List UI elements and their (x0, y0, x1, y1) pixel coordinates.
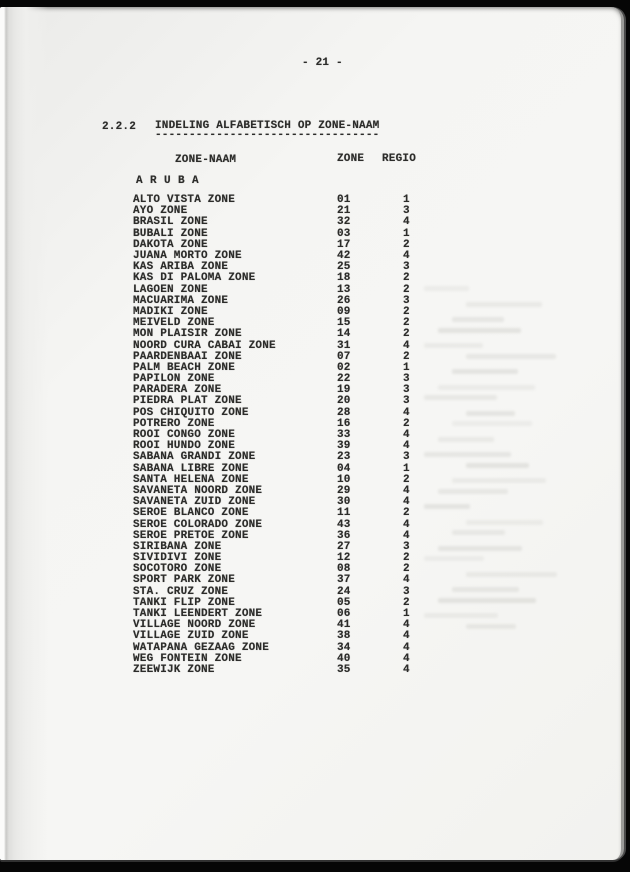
zone-code-cell: 32 (337, 216, 351, 229)
scanned-page (0, 7, 624, 860)
zone-code-cell: 22 (337, 373, 351, 386)
zone-name-cell: PALM BEACH ZONE (133, 361, 236, 374)
zone-name-cell: VILLAGE NOORD ZONE (133, 619, 256, 632)
regio-code-cell: 1 (403, 194, 410, 207)
zone-name-cell: VILLAGE ZUID ZONE (133, 630, 249, 643)
regio-code-cell: 2 (403, 283, 410, 296)
zone-code-cell: 43 (337, 518, 351, 531)
zone-name-cell: TANKI FLIP ZONE (133, 596, 236, 609)
zone-code-cell: 26 (337, 294, 351, 307)
column-header-zone: ZONE (337, 153, 365, 165)
regio-code-cell: 2 (403, 552, 410, 565)
regio-code-cell: 3 (403, 294, 410, 307)
zone-name-cell: DAKOTA ZONE (133, 238, 208, 251)
table-row (133, 631, 433, 642)
zone-name-cell: POTRERO ZONE (133, 417, 215, 430)
zone-code-cell: 10 (337, 473, 351, 486)
regio-code-cell: 1 (403, 361, 410, 374)
table-row (133, 519, 433, 530)
zone-code-cell: 02 (337, 361, 351, 374)
zone-code-cell: 11 (337, 507, 351, 520)
page-number: - 21 - (302, 57, 343, 69)
zone-code-cell: 30 (337, 496, 351, 509)
regio-code-cell: 2 (403, 272, 410, 285)
regio-code-cell: 4 (403, 339, 410, 352)
zone-code-cell: 39 (337, 440, 351, 453)
regio-code-cell: 3 (403, 373, 410, 386)
zone-name-cell: JUANA MORTO ZONE (133, 250, 242, 263)
zone-name-cell: STA. CRUZ ZONE (133, 585, 229, 598)
zone-name-cell: MON PLAISIR ZONE (133, 328, 242, 341)
zone-code-cell: 18 (337, 272, 351, 285)
regio-code-cell: 2 (403, 596, 410, 609)
table-row (133, 464, 433, 475)
zone-code-cell: 27 (337, 540, 351, 553)
zone-code-cell: 29 (337, 484, 351, 497)
zone-name-cell: BRASIL ZONE (133, 216, 208, 229)
zone-name-cell: WEG FONTEIN ZONE (133, 652, 242, 665)
zone-code-cell: 40 (337, 652, 351, 665)
zone-code-cell: 08 (337, 563, 351, 576)
table-row (133, 396, 433, 407)
zone-code-cell: 21 (337, 205, 351, 218)
zone-name-cell: MACUARIMA ZONE (133, 294, 229, 307)
zone-name-cell: SAVANETA ZUID ZONE (133, 496, 256, 509)
zone-code-cell: 33 (337, 429, 351, 442)
zone-code-cell: 37 (337, 574, 351, 587)
regio-code-cell: 4 (403, 529, 410, 542)
zone-name-cell: MEIVELD ZONE (133, 317, 215, 330)
zone-name-cell: SABANA LIBRE ZONE (133, 462, 249, 475)
regio-code-cell: 3 (403, 261, 410, 274)
zone-name-cell: SEROE PRETOE ZONE (133, 529, 249, 542)
zone-name-cell: KAS ARIBA ZONE (133, 261, 229, 274)
table-row (133, 643, 433, 654)
zone-name-cell: SOCOTORO ZONE (133, 563, 222, 576)
regio-code-cell: 4 (403, 250, 410, 263)
zone-name-cell: SPORT PARK ZONE (133, 574, 236, 587)
zone-code-cell: 36 (337, 529, 351, 542)
zone-name-cell: ROOI HUNDO ZONE (133, 440, 236, 453)
heading-section-number: 2.2.2 (102, 121, 137, 133)
group-label-aruba: A R U B A (136, 175, 200, 187)
regio-code-cell: 4 (403, 630, 410, 643)
regio-code-cell: 4 (403, 652, 410, 665)
regio-code-cell: 4 (403, 440, 410, 453)
zone-code-cell: 05 (337, 596, 351, 609)
regio-code-cell: 2 (403, 417, 410, 430)
regio-code-cell: 3 (403, 384, 410, 397)
zone-name-cell: WATAPANA GEZAAG ZONE (133, 641, 270, 654)
heading-underline: --------------------------------- (155, 129, 380, 141)
zone-code-cell: 09 (337, 305, 351, 318)
zone-name-cell: PAPILON ZONE (133, 373, 215, 386)
regio-code-cell: 3 (403, 540, 410, 553)
regio-code-cell: 4 (403, 574, 410, 587)
regio-code-cell: 4 (403, 663, 410, 676)
zone-code-cell: 41 (337, 619, 351, 632)
zone-code-cell: 28 (337, 406, 351, 419)
zone-name-cell: SABANA GRANDI ZONE (133, 451, 256, 464)
zone-name-cell: AYO ZONE (133, 205, 188, 218)
zone-code-cell: 38 (337, 630, 351, 643)
table-row (133, 452, 433, 463)
table-row (133, 273, 433, 284)
zone-code-cell: 14 (337, 328, 351, 341)
zone-name-cell: SIRIBANA ZONE (133, 540, 222, 553)
regio-code-cell: 4 (403, 641, 410, 654)
regio-code-cell: 2 (403, 473, 410, 486)
zone-name-cell: MADIKI ZONE (133, 305, 208, 318)
table-row (133, 665, 433, 676)
regio-code-cell: 2 (403, 507, 410, 520)
zone-name-cell: PAARDENBAAI ZONE (133, 350, 242, 363)
zone-code-cell: 31 (337, 339, 351, 352)
zone-table-rows (133, 195, 433, 676)
zone-code-cell: 42 (337, 250, 351, 263)
regio-code-cell: 4 (403, 216, 410, 229)
zone-code-cell: 34 (337, 641, 351, 654)
table-row (133, 329, 433, 340)
regio-code-cell: 1 (403, 462, 410, 475)
regio-code-cell: 1 (403, 608, 410, 621)
heading-title: INDELING ALFABETISCH OP ZONE-NAAM (155, 120, 380, 132)
zone-code-cell: 07 (337, 350, 351, 363)
zone-name-cell: ROOI CONGO ZONE (133, 429, 236, 442)
zone-code-cell: 12 (337, 552, 351, 565)
zone-name-cell: POS CHIQUITO ZONE (133, 406, 249, 419)
regio-code-cell: 4 (403, 619, 410, 632)
regio-code-cell: 2 (403, 350, 410, 363)
zone-name-cell: ALTO VISTA ZONE (133, 194, 236, 207)
zone-code-cell: 17 (337, 238, 351, 251)
zone-code-cell: 15 (337, 317, 351, 330)
regio-code-cell: 3 (403, 585, 410, 598)
zone-code-cell: 35 (337, 663, 351, 676)
zone-code-cell: 16 (337, 417, 351, 430)
zone-name-cell: BUBALI ZONE (133, 227, 208, 240)
zone-name-cell: PARADERA ZONE (133, 384, 222, 397)
zone-code-cell: 25 (337, 261, 351, 274)
table-row (133, 575, 433, 586)
zone-code-cell: 19 (337, 384, 351, 397)
column-header-regio: REGIO (382, 153, 417, 165)
zone-name-cell: LAGOEN ZONE (133, 283, 208, 296)
zone-code-cell: 23 (337, 451, 351, 464)
zone-code-cell: 06 (337, 608, 351, 621)
regio-code-cell: 4 (403, 429, 410, 442)
regio-code-cell: 4 (403, 406, 410, 419)
regio-code-cell: 4 (403, 496, 410, 509)
regio-code-cell: 3 (403, 205, 410, 218)
table-row (133, 508, 433, 519)
zone-name-cell: ZEEWIJK ZONE (133, 663, 215, 676)
regio-code-cell: 1 (403, 227, 410, 240)
regio-code-cell: 2 (403, 305, 410, 318)
zone-name-cell: SEROE BLANCO ZONE (133, 507, 249, 520)
table-row (133, 217, 433, 228)
regio-code-cell: 4 (403, 484, 410, 497)
zone-code-cell: 01 (337, 194, 351, 207)
zone-code-cell: 20 (337, 395, 351, 408)
zone-name-cell: PIEDRA PLAT ZONE (133, 395, 242, 408)
regio-code-cell: 3 (403, 451, 410, 464)
zone-code-cell: 24 (337, 585, 351, 598)
zone-code-cell: 04 (337, 462, 351, 475)
regio-code-cell: 4 (403, 518, 410, 531)
regio-code-cell: 2 (403, 317, 410, 330)
zone-name-cell: NOORD CURA CABAI ZONE (133, 339, 276, 352)
zone-code-cell: 13 (337, 283, 351, 296)
zone-name-cell: TANKI LEENDERT ZONE (133, 608, 263, 621)
table-row (133, 340, 433, 351)
regio-code-cell: 2 (403, 563, 410, 576)
column-header-zone-naam: ZONE-NAAM (175, 154, 237, 166)
regio-code-cell: 2 (403, 328, 410, 341)
zone-name-cell: SEROE COLORADO ZONE (133, 518, 263, 531)
zone-name-cell: SANTA HELENA ZONE (133, 473, 249, 486)
zone-name-cell: SAVANETA NOORD ZONE (133, 484, 263, 497)
regio-code-cell: 3 (403, 395, 410, 408)
zone-code-cell: 03 (337, 227, 351, 240)
zone-name-cell: SIVIDIVI ZONE (133, 552, 222, 565)
zone-name-cell: KAS DI PALOMA ZONE (133, 272, 256, 285)
regio-code-cell: 2 (403, 238, 410, 251)
table-row (133, 285, 433, 296)
